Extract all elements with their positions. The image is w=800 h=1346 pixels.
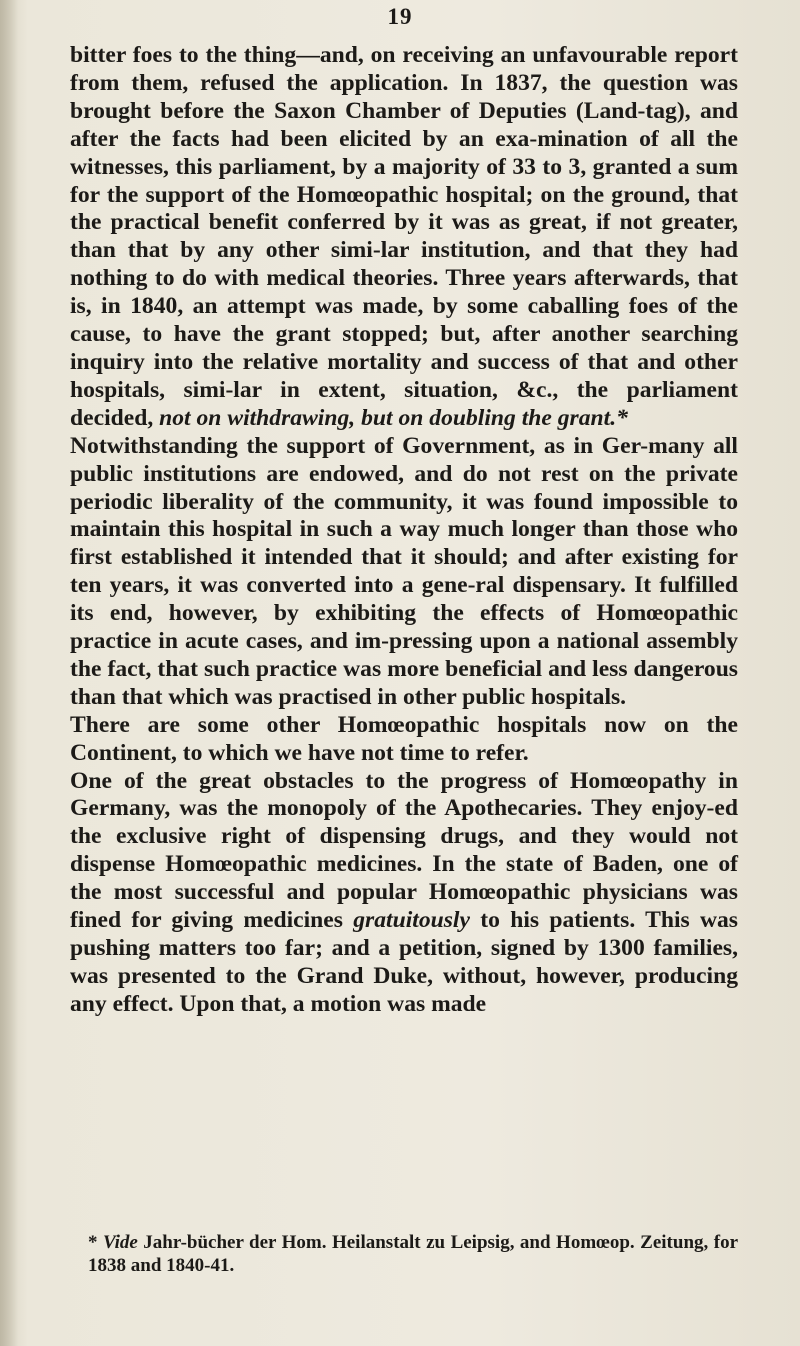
paragraph-4-italic-text: gratuitously bbox=[353, 907, 470, 934]
page-gutter-shadow bbox=[0, 0, 18, 1346]
paragraph-3-text: There are some other Homœopathic hospitals now on the Continent, to which we have not time to refer. bbox=[70, 711, 738, 766]
footnote-body: Jahr-bücher der Hom. Heilanstalt zu Leipsig, and Homœop. Zeitung, for 1838 and 1840-41. bbox=[88, 1232, 738, 1276]
paragraph-4-text-end: to his patients. This was pushing matters too far; and a petition, signed by 1300 families, was presented to the Grand Duke, without, however, producing any effect. Upon that, a motion was made bbox=[70, 907, 738, 1017]
paragraph-1-text: bitter foes to the thing—and, on receiving an unfavourable report from them, refused the application. In 1837, the question was brought before the Saxon Chamber of Deputies (Land-tag), and after the facts had been elicited by an exa-mination of all the witnesses, this parliament, by a majority of 33 to 3, granted a sum for the support of the Homœopathic hospital; on the ground, that the practical benefit conferred by it was as great, if not greater, than that by any other simi-lar institution, and that they had nothing to do with medical theories. Three years afterwards, that is, in 1840, an attempt was made, by some caballing foes of the cause, to have the grant stopped; but, after another searching inquiry into the relative mortality and success of that and other hospitals, simi-lar in extent, situation, &c., the parliament decided, bbox=[70, 42, 738, 431]
body-text bbox=[70, 42, 738, 1019]
paragraph-4 bbox=[70, 768, 738, 1019]
footnote bbox=[70, 1231, 738, 1277]
paragraph-2-text: Notwithstanding the support of Government, as in Ger-many all public institutions are endowed, and do not rest on the private periodic liberality of the community, it was found impossible to maintain this hospital in such a way much longer than those who first established it intended that it should; and after existing for ten years, it was converted into a gene-ral dispensary. It fulfilled its end, however, by exhibiting the effects of Homœopathic practice in acute cases, and im-pressing upon a national assembly the fact, that such practice was more beneficial and less dangerous than that which was practised in other public hospitals. bbox=[70, 432, 738, 710]
footnote-text bbox=[70, 1231, 738, 1277]
paragraph-4-text: One of the great obstacles to the progress of Homœopathy in Germany, was the monopoly of the Apothecaries. They enjoy-ed the exclusive right of dispensing drugs, and they would not dispense Homœopathic medicines. In the state of Baden, one of the most successful and popular Homœopathic physicians was fined for giving medicines bbox=[70, 767, 738, 934]
paragraph-1-italic-text: not on withdrawing, but on doubling the grant.* bbox=[159, 404, 628, 431]
paragraph-3 bbox=[70, 712, 738, 768]
footnote-vide: Vide bbox=[102, 1232, 138, 1253]
paragraph-1 bbox=[70, 42, 738, 433]
paragraph-2 bbox=[70, 433, 738, 712]
footnote-marker: * bbox=[88, 1232, 103, 1253]
page-number: 19 bbox=[387, 4, 413, 29]
